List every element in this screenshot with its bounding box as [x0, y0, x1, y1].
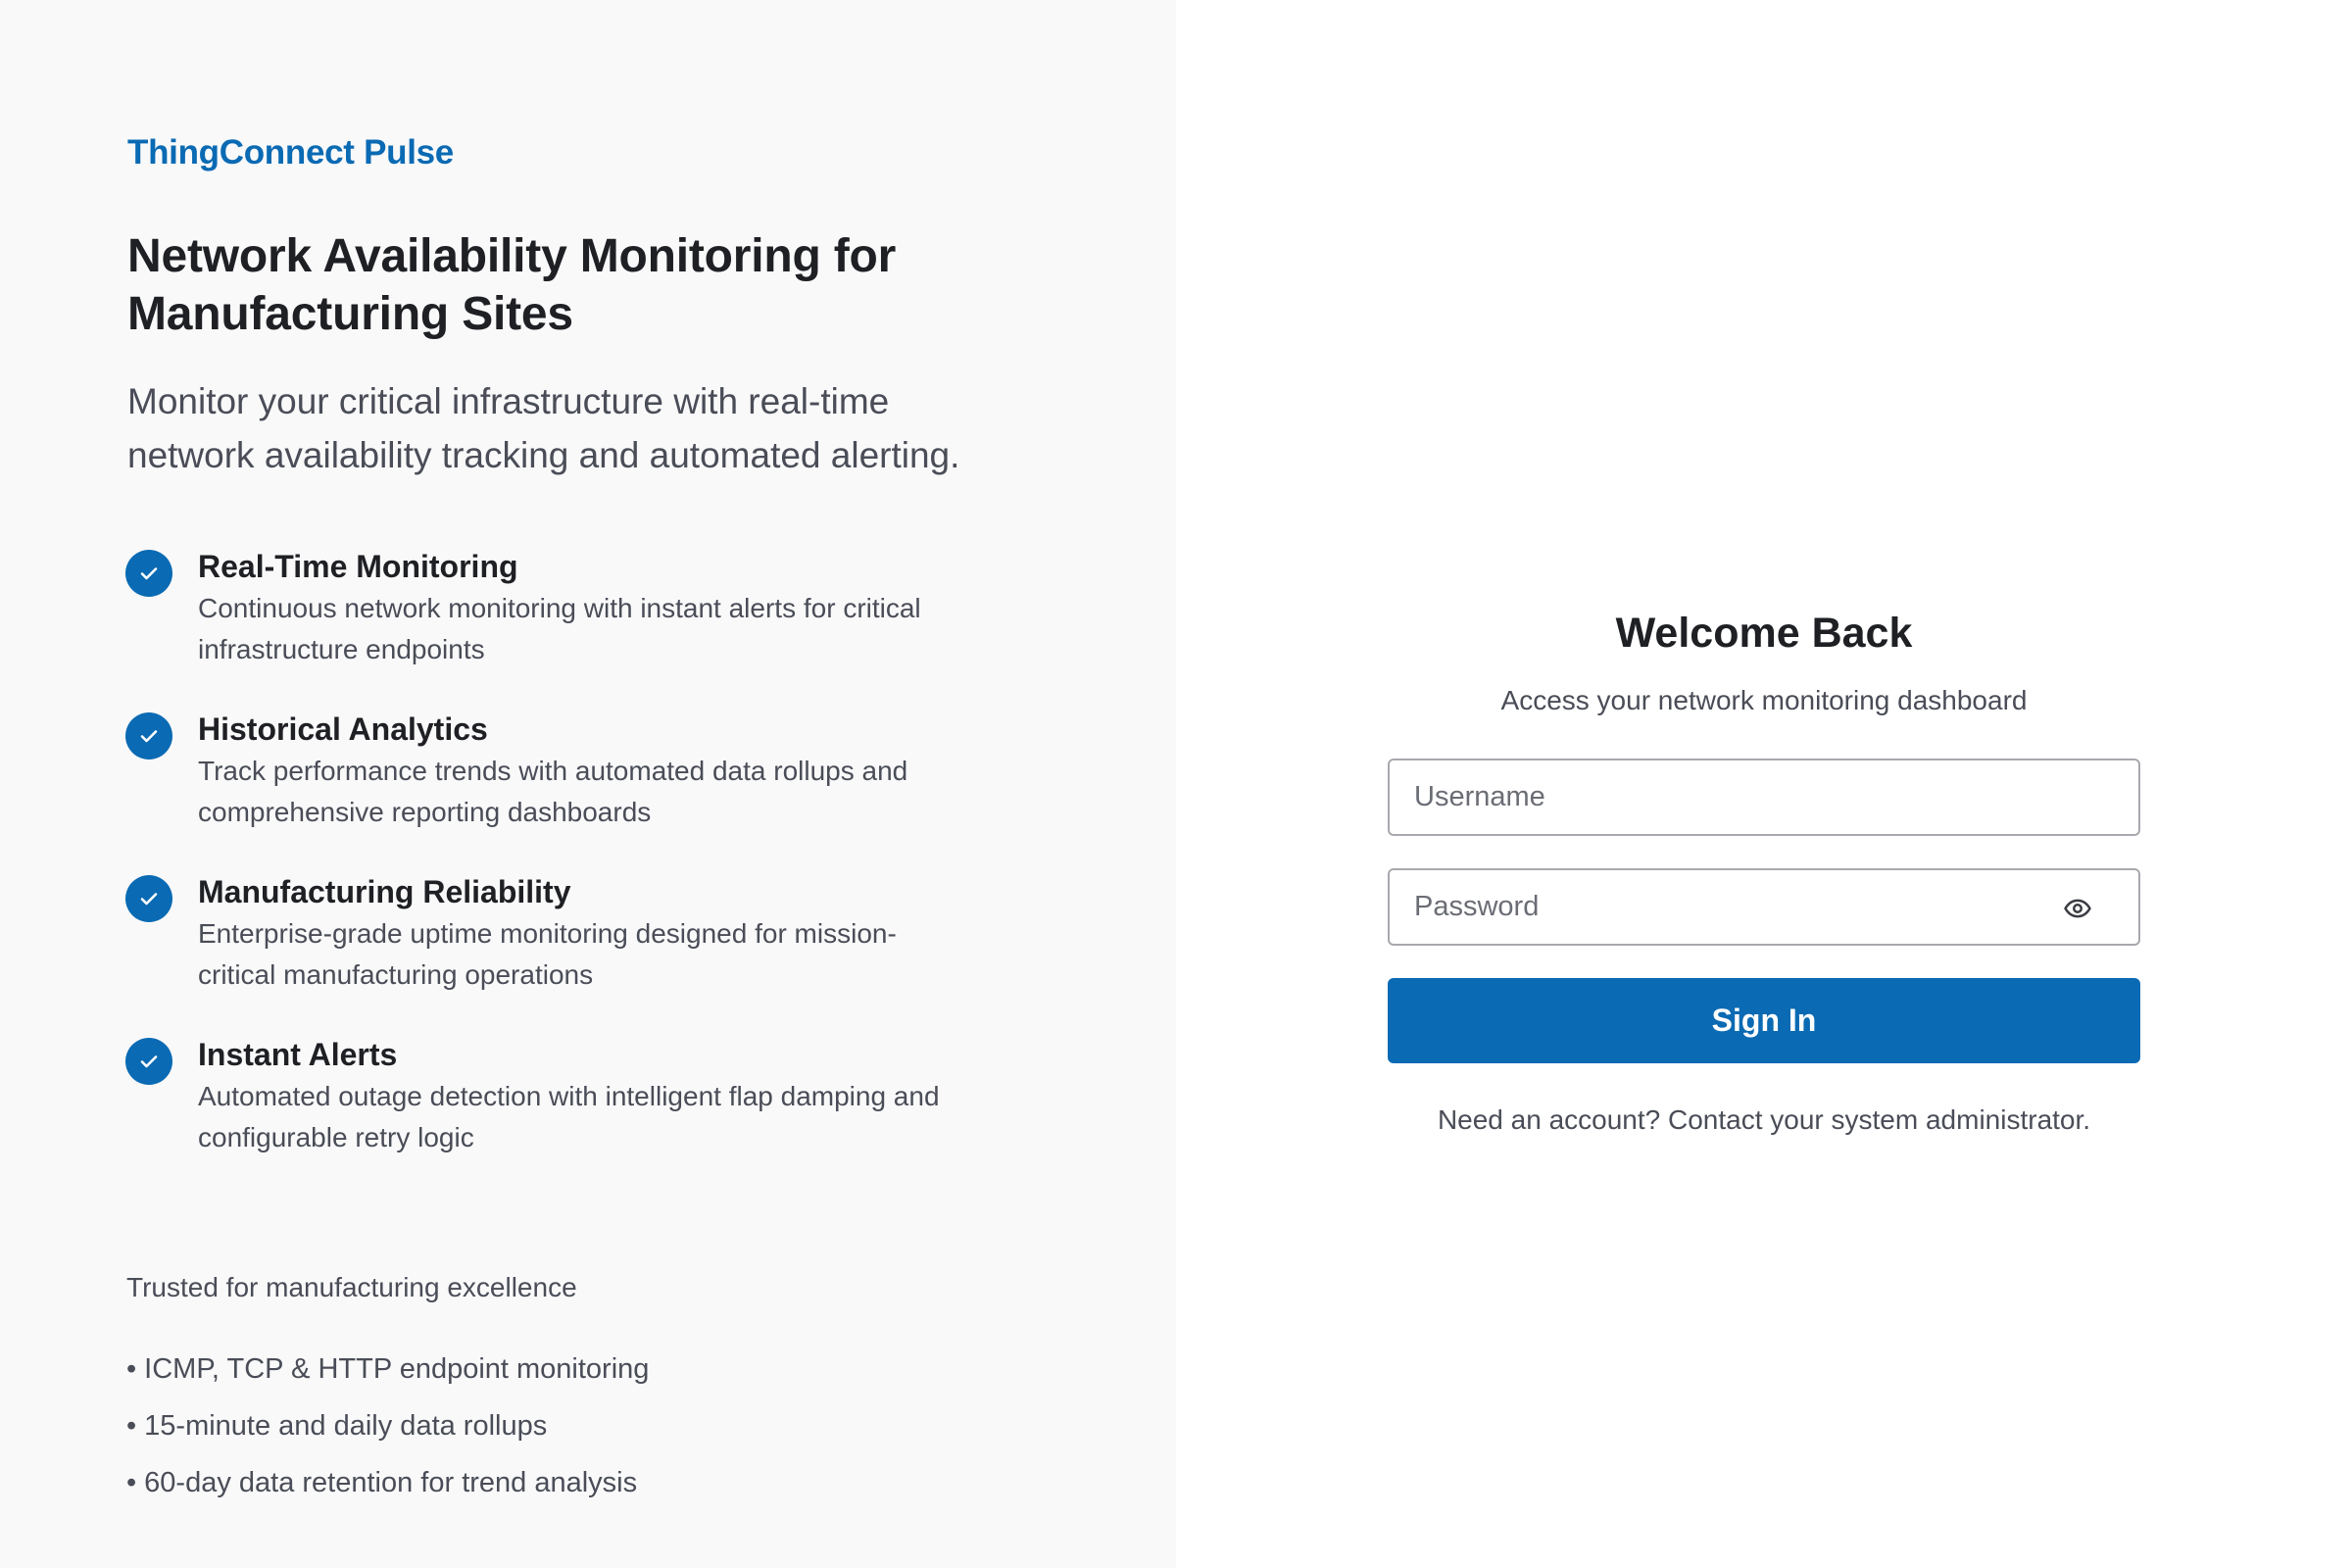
feature-description-line: infrastructure endpoints — [198, 634, 485, 664]
feature-title: Real-Time Monitoring — [198, 549, 518, 584]
username-input[interactable] — [1390, 760, 2138, 834]
trusted-item-text: 60-day data retention for trend analysis — [144, 1467, 638, 1498]
feature-body — [198, 547, 1109, 670]
hero-title-line: Manufacturing Sites — [127, 288, 573, 340]
feature-description — [198, 588, 1109, 670]
check-circle-icon — [125, 712, 172, 760]
feature-item-manufacturing-reliability — [125, 872, 1105, 1035]
feature-body — [198, 872, 1109, 996]
feature-description — [198, 751, 1109, 833]
bullet-icon: • — [126, 1410, 137, 1442]
feature-description — [198, 1076, 1109, 1158]
hero-title — [127, 227, 1107, 343]
feature-item-instant-alerts — [125, 1035, 1105, 1198]
feature-body — [198, 1035, 1109, 1158]
trusted-item-text: 15-minute and daily data rollups — [144, 1410, 548, 1442]
feature-description-line: configurable retry logic — [198, 1122, 474, 1152]
login-panel — [1176, 0, 2352, 1568]
feature-title: Instant Alerts — [198, 1037, 398, 1072]
bullet-icon: • — [126, 1467, 137, 1498]
login-title: Welcome Back — [1615, 610, 1913, 657]
trusted-heading: Trusted for manufacturing excellence — [126, 1272, 577, 1302]
feature-item-historical-analytics — [125, 710, 1105, 872]
check-circle-icon — [125, 1038, 172, 1085]
check-circle-icon — [125, 550, 172, 597]
feature-description-line: critical manufacturing operations — [198, 959, 594, 990]
sign-in-button[interactable]: Sign In — [1388, 978, 2140, 1063]
feature-item-real-time-monitoring — [125, 547, 1105, 710]
feature-description-line: Enterprise-grade uptime monitoring designed for mission- — [198, 918, 897, 949]
trusted-list-item — [126, 1397, 649, 1454]
feature-title: Manufacturing Reliability — [198, 874, 571, 909]
eye-icon — [2063, 894, 2092, 923]
show-password-toggle[interactable] — [2062, 893, 2093, 924]
trusted-list-item — [126, 1454, 649, 1511]
hero-subtitle-line: network availability tracking and automated alerting. — [127, 435, 960, 475]
trusted-list-item — [126, 1341, 649, 1397]
feature-description-line: Continuous network monitoring with instant alerts for critical — [198, 593, 921, 623]
contact-admin-hint: Need an account? Contact your system administrator. — [1437, 1104, 2091, 1135]
password-input[interactable] — [1390, 870, 2138, 944]
hero-subtitle-line: Monitor your critical infrastructure with real-time — [127, 381, 890, 421]
login-subtitle: Access your network monitoring dashboard — [1500, 685, 2028, 715]
feature-description-line: comprehensive reporting dashboards — [198, 797, 652, 827]
brand-logo-text: ThingConnect Pulse — [127, 133, 454, 172]
feature-description-line: Track performance trends with automated data rollups and — [198, 756, 908, 786]
trusted-item-text: ICMP, TCP & HTTP endpoint monitoring — [144, 1353, 650, 1385]
feature-description — [198, 913, 1109, 996]
password-field-wrapper — [1388, 868, 2140, 946]
feature-description-line: Automated outage detection with intelligent flap damping and — [198, 1081, 940, 1111]
feature-title: Historical Analytics — [198, 711, 488, 747]
feature-list — [125, 547, 1105, 1198]
trusted-list — [126, 1341, 649, 1511]
check-circle-icon — [125, 875, 172, 922]
hero-title-line: Network Availability Monitoring for — [127, 230, 897, 282]
hero-subtitle — [127, 374, 1147, 482]
bullet-icon: • — [126, 1353, 137, 1385]
feature-body — [198, 710, 1109, 833]
username-field-wrapper — [1388, 759, 2140, 836]
